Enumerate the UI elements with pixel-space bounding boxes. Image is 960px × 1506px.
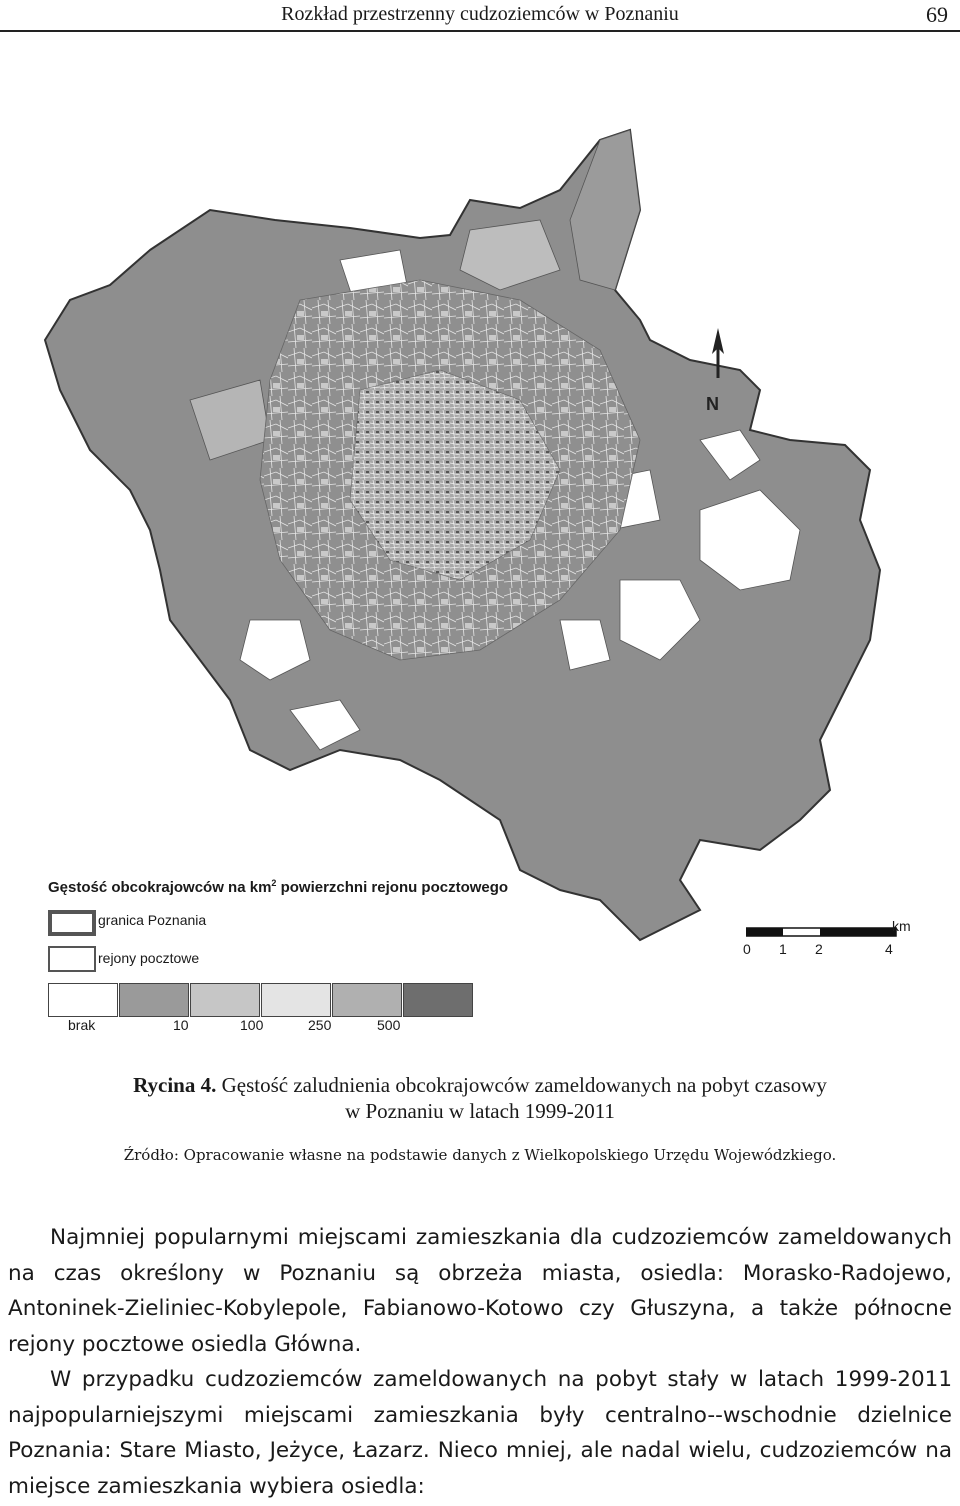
class-tick: 10 xyxy=(173,1017,189,1033)
header-rule xyxy=(0,30,960,32)
paragraph: Najmniej popularnymi miejscami zamieszkania dla cudzoziemców zameldowanych na czas określony w Poznaniu są obrzeża miasta, osiedla: Morasko-Radojewo, Antoninek-Zieliniec-Kobylepole, Fabianowo-Kotowo czy Głuszyna, a także północne rejony pocztowe osiedla Główna. xyxy=(8,1225,952,1357)
class-tick: brak xyxy=(68,1017,96,1033)
scale-label: 1 xyxy=(779,941,787,957)
class-swatch xyxy=(332,983,402,1017)
scale-unit: km xyxy=(892,918,911,934)
page-header xyxy=(0,0,960,32)
paragraph: W przypadku cudzoziemców zameldowanych na pobyt stały w latach 1999-2011 najpopularniejszymi miejscami zamieszkania były centralno--wschodnie dzielnice Poznania: Stare Miasto, Jeżyce, Łazarz. Nieco mniej, ale nadal wielu, cudzoziemców na miejsce zamieszkania wybiera osiedla: xyxy=(8,1367,952,1499)
figure-source: Źródło: Opracowanie własne na podstawie danych z Wielkopolskiego Urzędu Wojewódzkiego. xyxy=(123,1146,837,1164)
legend-swatch-postal-areas xyxy=(48,946,96,972)
scale-label: 4 xyxy=(885,941,893,957)
class-swatch xyxy=(261,983,331,1017)
caption-line1: Gęstość zaludnienia obcokrajowców zameldowanych na pobyt czasowy xyxy=(216,1073,827,1097)
page-number: 69 xyxy=(926,2,948,27)
north-label: N xyxy=(706,394,719,414)
class-swatch xyxy=(119,983,189,1017)
scale-bar-graphic xyxy=(746,922,906,942)
legend-title: Gęstość obcokrajowców na $km^2$ powierzchni rejonu pocztowego xyxy=(48,878,509,896)
scale-label: 0 xyxy=(743,941,751,957)
caption-line2: w Poznaniu w latach 1999-2011 xyxy=(345,1099,615,1123)
poznan-density-map xyxy=(0,60,960,960)
class-tick: 250 xyxy=(308,1017,332,1033)
body-text xyxy=(8,1220,952,1504)
legend-swatch-city-boundary xyxy=(48,910,96,936)
density-classes-bar xyxy=(48,983,474,1015)
figure-caption xyxy=(0,1072,960,1124)
legend-label-city-boundary: granica Poznania xyxy=(98,912,207,928)
legend-label-postal-areas: rejony pocztowe xyxy=(98,950,200,966)
running-title: Rozkład przestrzenny cudzoziemców w Poznaniu xyxy=(281,3,679,25)
class-tick: 100 xyxy=(240,1017,264,1033)
class-tick: 500 xyxy=(377,1017,401,1033)
caption-label: Rycina 4. xyxy=(133,1073,217,1097)
class-swatch xyxy=(403,983,473,1017)
scale-label: 2 xyxy=(815,941,823,957)
class-swatch xyxy=(190,983,260,1017)
class-swatch xyxy=(48,983,118,1017)
scale-bar xyxy=(740,918,950,968)
